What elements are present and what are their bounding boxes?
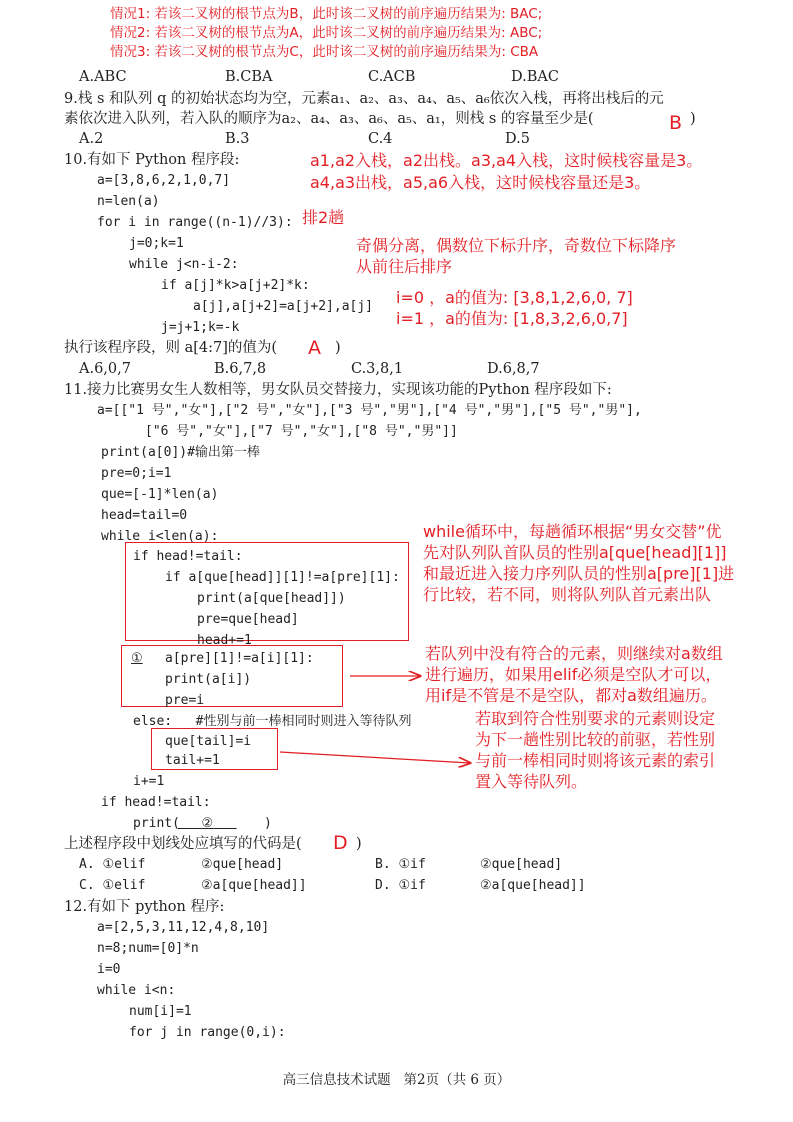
q11-code-line: ) bbox=[264, 816, 272, 831]
q11-code-line: while i<len(a): bbox=[101, 529, 219, 544]
q10-close-paren: ) bbox=[335, 340, 341, 356]
q11-note-queue-2: 为下一趟性别比较的前驱，若性别 bbox=[475, 730, 716, 749]
q12-stem: 12.有如下 python 程序: bbox=[64, 899, 225, 915]
q12-code-line: for j in range(0,i): bbox=[129, 1025, 286, 1040]
q12-code-line: i=0 bbox=[97, 962, 121, 977]
q11-note-queue-3: 与前一棒相同时则将该元素的索引 bbox=[475, 751, 716, 770]
q10-note-1: a1,a2入栈，a2出栈。a3,a4入栈，这时候栈容量是3。 bbox=[310, 151, 703, 170]
q11-code-line: pre=que[head] bbox=[197, 612, 299, 627]
q11-code-line: a[pre][1]!=a[i][1]: bbox=[165, 651, 314, 666]
q8-option-b: B.CBA bbox=[225, 69, 273, 85]
q10-code-line: while j<n-i-2: bbox=[129, 257, 239, 272]
q11-option-b-blank2: ②que[head] bbox=[480, 857, 563, 872]
q10-code-line: j=0;k=1 bbox=[129, 236, 184, 251]
q11-code-line: tail+=1 bbox=[165, 753, 220, 768]
q10-note-5: 从前往后排序 bbox=[356, 257, 453, 276]
blank-1-marker: ① bbox=[131, 651, 143, 666]
q10-question: 执行该程序段，则 a[4:7]的值为( bbox=[64, 340, 278, 356]
q11-code-line: print( bbox=[133, 816, 180, 831]
q11-code-line: if head!=tail: bbox=[133, 549, 243, 564]
q11-option-d-blank1: D. ①if bbox=[375, 878, 426, 893]
q11-code-line: ["6 号","女"],["7 号","女"],["8 号","男"]] bbox=[145, 424, 458, 439]
q10-note-6: i=0 ，a的值为: [3,8,1,2,6,0, 7] bbox=[396, 288, 633, 307]
q11-code-line: pre=i bbox=[165, 693, 205, 708]
q10-note-7: i=1 ，a的值为: [1,8,3,2,6,0,7] bbox=[396, 309, 628, 328]
q11-note-queue-4: 置入等待队列。 bbox=[475, 772, 588, 791]
q10-code-line: a[j],a[j+2]=a[j+2],a[j] bbox=[193, 299, 374, 314]
q11-code-line: a=[["1 号","女"],["2 号","女"],["3 号","男"],["4 号","男"],["5 号","男"], bbox=[97, 403, 642, 418]
q11-note-while-2: 先对队列队首队员的性别a[que[head][1]] bbox=[423, 543, 727, 562]
q11-code-line: else: #性别与前一棒相同时则进入等待队列 bbox=[133, 714, 412, 729]
q11-code-line: i+=1 bbox=[133, 774, 165, 789]
q12-code-line: num[i]=1 bbox=[129, 1004, 192, 1019]
q11-code-line: head=tail=0 bbox=[101, 508, 188, 523]
q10-option-d: D.6,8,7 bbox=[487, 361, 540, 377]
q10-code-line: j=j+1;k=-k bbox=[161, 320, 240, 335]
q10-note-3: 排2趟 bbox=[302, 208, 345, 227]
q11-option-b-blank1: B. ①if bbox=[375, 857, 426, 872]
q9-option-c: C.4 bbox=[368, 131, 393, 147]
q11-code-line: head+=1 bbox=[197, 633, 252, 648]
q10-code-line: n=len(a) bbox=[97, 194, 160, 209]
q11-code-line: if a[que[head]][1]!=a[pre][1]: bbox=[165, 570, 400, 585]
q11-option-c-blank2: ②a[que[head]] bbox=[201, 878, 307, 893]
q10-code-line: for i in range((n-1)//3): bbox=[97, 215, 293, 230]
q9-stem-line2: 素依次进入队列，若入队的顺序为a₂、a₄、a₃、a₆、a₅、a₁，则栈 s 的容量至少是( bbox=[64, 111, 594, 127]
q12-code-line: a=[2,5,3,11,12,4,8,10] bbox=[97, 920, 270, 935]
q9-option-b: B.3 bbox=[225, 131, 250, 147]
q10-code-line: if a[j]*k>a[j+2]*k: bbox=[161, 278, 310, 293]
q11-code-line: if head!=tail: bbox=[101, 795, 211, 810]
q9-option-a: A.2 bbox=[79, 131, 104, 147]
q11-code-line: print(a[i]) bbox=[165, 672, 252, 687]
q8-option-d: D.BAC bbox=[511, 69, 559, 85]
page-footer: 高三信息技术试题 第2页（共 6 页） bbox=[282, 1072, 511, 1088]
q11-code-line: print(a[que[head]]) bbox=[197, 591, 346, 606]
q11-question: 上述程序段中划线处应填写的代码是( bbox=[64, 836, 302, 852]
annotation-case1: 情况1: 若该二叉树的根节点为B，此时该二叉树的前序遍历结果为: BAC; bbox=[110, 6, 543, 22]
q11-code-line: que[tail]=i bbox=[165, 734, 252, 749]
q11-code-line: pre=0;i=1 bbox=[101, 466, 172, 481]
q12-code-line: n=8;num=[0]*n bbox=[97, 941, 199, 956]
annotation-case3: 情况3: 若该二叉树的根节点为C，此时该二叉树的前序遍历结果为: CBA bbox=[110, 44, 539, 60]
q8-option-a: A.ABC bbox=[79, 69, 127, 85]
q9-answer: B bbox=[669, 112, 683, 134]
q11-note-while-4: 行比较，若不同，则将队列队首元素出队 bbox=[423, 585, 712, 604]
q11-option-a-blank2: ②que[head] bbox=[201, 857, 284, 872]
q11-stem: 11.接力比赛男女生人数相等，男女队员交替接力，实现该功能的Python 程序段如下: bbox=[64, 382, 612, 398]
q11-note-elif-2: 进行遍历，如果用elif必须是空队才可以， bbox=[425, 665, 722, 684]
q11-option-a-blank1: A. ①elif bbox=[79, 857, 146, 872]
q12-code-line: while i<n: bbox=[97, 983, 176, 998]
q11-note-while-1: while循环中，每趟循环根据“男女交替”优 bbox=[423, 522, 722, 541]
q11-code-line: print(a[0])#输出第一棒 bbox=[101, 445, 260, 460]
blank-2-marker: ② bbox=[201, 816, 214, 831]
q9-option-d: D.5 bbox=[505, 131, 530, 147]
q9-close-paren: ) bbox=[690, 111, 696, 127]
q11-code-line: que=[-1]*len(a) bbox=[101, 487, 219, 502]
q10-code-line: a=[3,8,6,2,1,0,7] bbox=[97, 173, 231, 188]
q11-option-c-blank1: C. ①elif bbox=[79, 878, 146, 893]
q10-option-a: A.6,0,7 bbox=[79, 361, 131, 377]
q10-option-c: C.3,8,1 bbox=[351, 361, 404, 377]
q10-option-b: B.6,7,8 bbox=[214, 361, 267, 377]
q11-note-elif-3: 用if是不管是不是空队，都对a数组遍历。 bbox=[425, 686, 717, 705]
arrow-to-queue-note bbox=[280, 752, 470, 763]
q10-stem: 10.有如下 Python 程序段: bbox=[64, 152, 240, 168]
q10-answer: A bbox=[308, 337, 321, 359]
q10-note-2: a4,a3出栈，a5,a6入栈，这时候栈容量还是3。 bbox=[310, 173, 651, 192]
q11-close-paren: ) bbox=[356, 836, 362, 852]
q11-note-queue-1: 若取到符合性别要求的元素则设定 bbox=[475, 709, 716, 728]
q9-stem-line1: 9.栈 s 和队列 q 的初始状态均为空，元素a₁、a₂、a₃、a₄、a₅、a₆依次入栈，再将出栈后的元 bbox=[64, 91, 664, 107]
q11-option-d-blank2: ②a[que[head]] bbox=[480, 878, 586, 893]
q11-answer: D bbox=[333, 832, 348, 854]
q10-note-4: 奇偶分离，偶数位下标升序，奇数位下标降序 bbox=[356, 236, 677, 255]
q8-option-c: C.ACB bbox=[368, 69, 416, 85]
q11-note-while-3: 和最近进入接力序列队员的性别a[pre][1]进 bbox=[423, 564, 735, 583]
annotation-case2: 情况2: 若该二叉树的根节点为A，此时该二叉树的前序遍历结果为: ABC; bbox=[110, 25, 543, 41]
q11-note-elif-1: 若队列中没有符合的元素，则继续对a数组 bbox=[425, 644, 723, 663]
